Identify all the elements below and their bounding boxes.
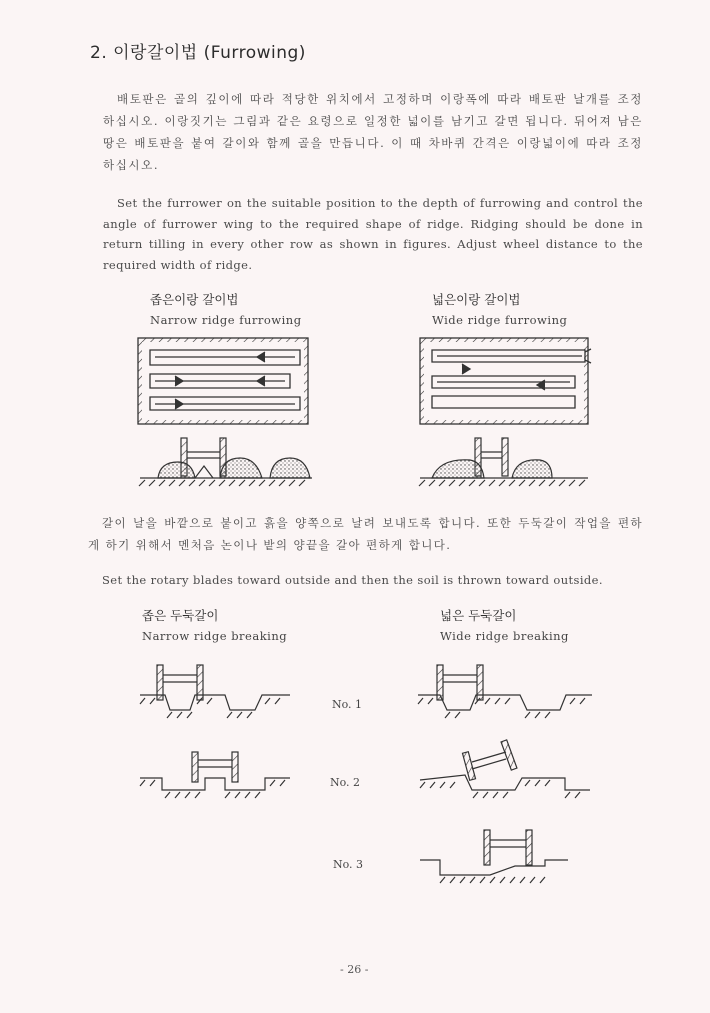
wide-breaking-label-kr: 넓은 두둑갈이 [440,608,517,623]
step-label-2: No. 2 [330,776,361,789]
step-label-3: No. 3 [333,858,364,871]
narrow-furrowing-plan-diagram [138,338,308,424]
narrow-furrowing-label-en: Narrow ridge furrowing [150,313,302,327]
narrow-breaking-label-kr: 좁은 두둑갈이 [142,608,219,623]
wide-breaking-label-en: Wide ridge breaking [440,629,569,643]
paragraph-english-breaking: Set the rotary blades toward outside and then the soil is thrown toward outside. [102,573,603,587]
page-number: - 26 - [340,963,369,976]
wide-breaking-step1-diagram [418,665,592,718]
narrow-breaking-step1-diagram [140,665,290,718]
paragraph-english-furrowing: Set the furrower on the suitable position to the depth of furrowing and control the angle of furrower wing to the required shape of ridge. Ridging should be done in return tilling in every other row as shown in figures. Adjust wheel distance to the required width of ridge. [103,196,643,272]
wide-furrowing-label-en: Wide ridge furrowing [432,313,568,327]
section-title: 2. 이랑갈이법 (Furrowing) [90,43,306,63]
wide-furrowing-section-diagram [419,438,588,486]
step-label-1: No. 1 [332,698,363,711]
narrow-breaking-label-en: Narrow ridge breaking [142,629,288,643]
narrow-furrowing-label-kr: 좁은이랑 갈이법 [150,292,239,307]
paragraph-korean-furrowing: 배토판은 골의 깊이에 따라 적당한 위치에서 고정하며 이랑폭에 따라 배토판 날개를 조정하십시오. 이랑짓기는 그림과 같은 요령으로 일정한 넓이를 남기고 갈면 됩니다. 뒤어져 남은 땅은 배토판을 붙여 갈이와 함께 골을 만듭니다. 이 때 차바퀴 간격은 이랑넓이에 따라 조정하십시오. [103,92,643,172]
narrow-furrowing-section-diagram [139,438,312,486]
wide-breaking-step3-diagram [420,830,568,883]
wide-breaking-step2-diagram [420,740,590,798]
wide-furrowing-label-kr: 넓은이랑 갈이법 [432,292,521,307]
narrow-breaking-step2-diagram [140,752,290,798]
paragraph-korean-breaking: 갈이 날을 바깥으로 붙이고 흙을 양쪽으로 날려 보내도록 합니다. 또한 두둑갈이 작업을 편하게 하기 위해서 멘처음 논이나 밭의 양끝을 갈아 편하게 합니다. [88,516,643,552]
wide-furrowing-plan-diagram [420,338,591,424]
